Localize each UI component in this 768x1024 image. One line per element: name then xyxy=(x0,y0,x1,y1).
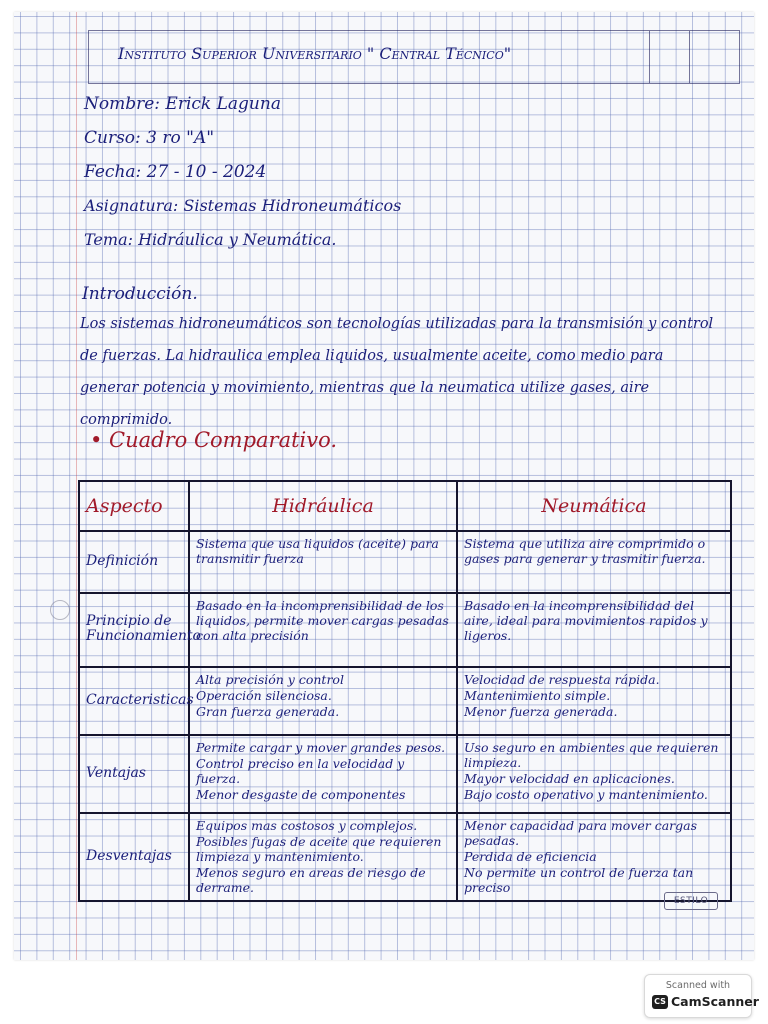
cell-hydraulic xyxy=(189,667,457,735)
table-row xyxy=(79,667,731,735)
header-divider xyxy=(649,31,650,83)
intro-paragraph: Los sistemas hidroneumáticos son tecnologías utilizadas para la transmisión y control de fuerzas. La hidraulica emplea liquidos, usualmente aceite, como medio para generar potencia y movimiento, mientras que la neumatica utilize gases, aire comprimido. xyxy=(80,316,714,428)
table-row xyxy=(79,531,731,593)
institution-title: Instituto Superior Universitario " Central Técnico" xyxy=(118,44,512,63)
margin-line xyxy=(76,12,77,960)
scanned-with-text: Scanned with xyxy=(665,980,731,991)
list-item: Menor fuerza generada. xyxy=(464,704,618,719)
estilo-stamp: ESTILO xyxy=(664,892,718,910)
hydraulic-list xyxy=(196,818,450,895)
list-item: Perdida de eficiencia xyxy=(464,849,597,864)
pneumatic-list xyxy=(464,818,724,895)
table-row xyxy=(79,813,731,901)
list-item: Sistema que usa liquidos (aceite) para transmitir fuerza xyxy=(196,536,439,566)
cell-aspect: Caracteristicas xyxy=(79,667,189,735)
list-item: Permite cargar y mover grandes pesos. xyxy=(196,740,446,755)
cell-pneumatic xyxy=(457,593,731,667)
list-item: Basado en la incomprensibilidad de los liquidos, permite mover cargas pesadas con alta precisión xyxy=(196,598,449,643)
header-aspect: Aspecto xyxy=(79,481,189,531)
cell-hydraulic xyxy=(189,735,457,813)
header-hydraulic: Hidráulica xyxy=(189,481,457,531)
punch-hole xyxy=(50,600,70,620)
intro-title: Introducción. xyxy=(82,284,198,304)
table-row xyxy=(79,735,731,813)
list-item: Alta precisión y control xyxy=(196,672,344,687)
cell-pneumatic xyxy=(457,735,731,813)
cell-aspect: Desventajas xyxy=(79,813,189,901)
list-item: Posibles fugas de aceite que requieren limpieza y mantenimiento. xyxy=(196,834,442,864)
notebook-page xyxy=(14,12,754,960)
pneumatic-list xyxy=(464,598,724,643)
camscanner-watermark xyxy=(644,974,759,1018)
list-item: Bajo costo operativo y mantenimiento. xyxy=(464,787,708,802)
hydraulic-list xyxy=(196,598,450,643)
table-row xyxy=(79,593,731,667)
list-item: Gran fuerza generada. xyxy=(196,704,340,719)
list-item: Basado en la incomprensibilidad del aire, ideal para movimientos rapidos y ligeros. xyxy=(464,598,708,643)
camscanner-name: CamScanner xyxy=(671,994,759,1009)
table-header-row xyxy=(79,481,731,531)
pneumatic-list xyxy=(464,672,724,719)
hydraulic-list xyxy=(196,536,450,566)
cell-pneumatic xyxy=(457,813,731,901)
cell-aspect: Principio de Funcionamiento xyxy=(79,593,189,667)
list-item: Menor desgaste de componentes xyxy=(196,787,406,802)
camscanner-logo-icon: CS xyxy=(652,995,668,1009)
list-item: Velocidad de respuesta rápida. xyxy=(464,672,660,687)
list-item: Control preciso en la velocidad y fuerza. xyxy=(196,756,405,786)
pneumatic-list xyxy=(464,740,724,802)
cell-aspect: Ventajas xyxy=(79,735,189,813)
hydraulic-list xyxy=(196,672,450,719)
date: Fecha: 27 - 10 - 2024 xyxy=(84,162,267,182)
cell-pneumatic xyxy=(457,667,731,735)
header-divider xyxy=(689,31,690,83)
subject: Asignatura: Sistemas Hidroneumáticos xyxy=(84,196,402,215)
list-item: Mayor velocidad en aplicaciones. xyxy=(464,771,675,786)
cell-hydraulic xyxy=(189,813,457,901)
section-title: • Cuadro Comparativo. xyxy=(90,428,338,452)
hydraulic-list xyxy=(196,740,450,802)
pneumatic-list xyxy=(464,536,724,566)
list-item: No permite un control de fuerza tan preciso xyxy=(464,865,694,895)
cell-aspect: Definición xyxy=(79,531,189,593)
comparison-table xyxy=(78,480,732,902)
list-item: Operación silenciosa. xyxy=(196,688,332,703)
course: Curso: 3 ro "A" xyxy=(84,128,215,148)
list-item: Menor capacidad para mover cargas pesadas. xyxy=(464,818,697,848)
list-item: Menos seguro en areas de riesgo de derrame. xyxy=(196,865,426,895)
topic: Tema: Hidráulica y Neumática. xyxy=(84,230,337,249)
cell-hydraulic xyxy=(189,593,457,667)
list-item: Mantenimiento simple. xyxy=(464,688,611,703)
cell-hydraulic xyxy=(189,531,457,593)
list-item: Sistema que utiliza aire comprimido o gases para generar y trasmitir fuerza. xyxy=(464,536,706,566)
student-name: Nombre: Erick Laguna xyxy=(84,94,281,114)
header-pneumatic: Neumática xyxy=(457,481,731,531)
list-item: Uso seguro en ambientes que requieren limpieza. xyxy=(464,740,719,770)
list-item: Equipos mas costosos y complejos. xyxy=(196,818,418,833)
cell-pneumatic xyxy=(457,531,731,593)
